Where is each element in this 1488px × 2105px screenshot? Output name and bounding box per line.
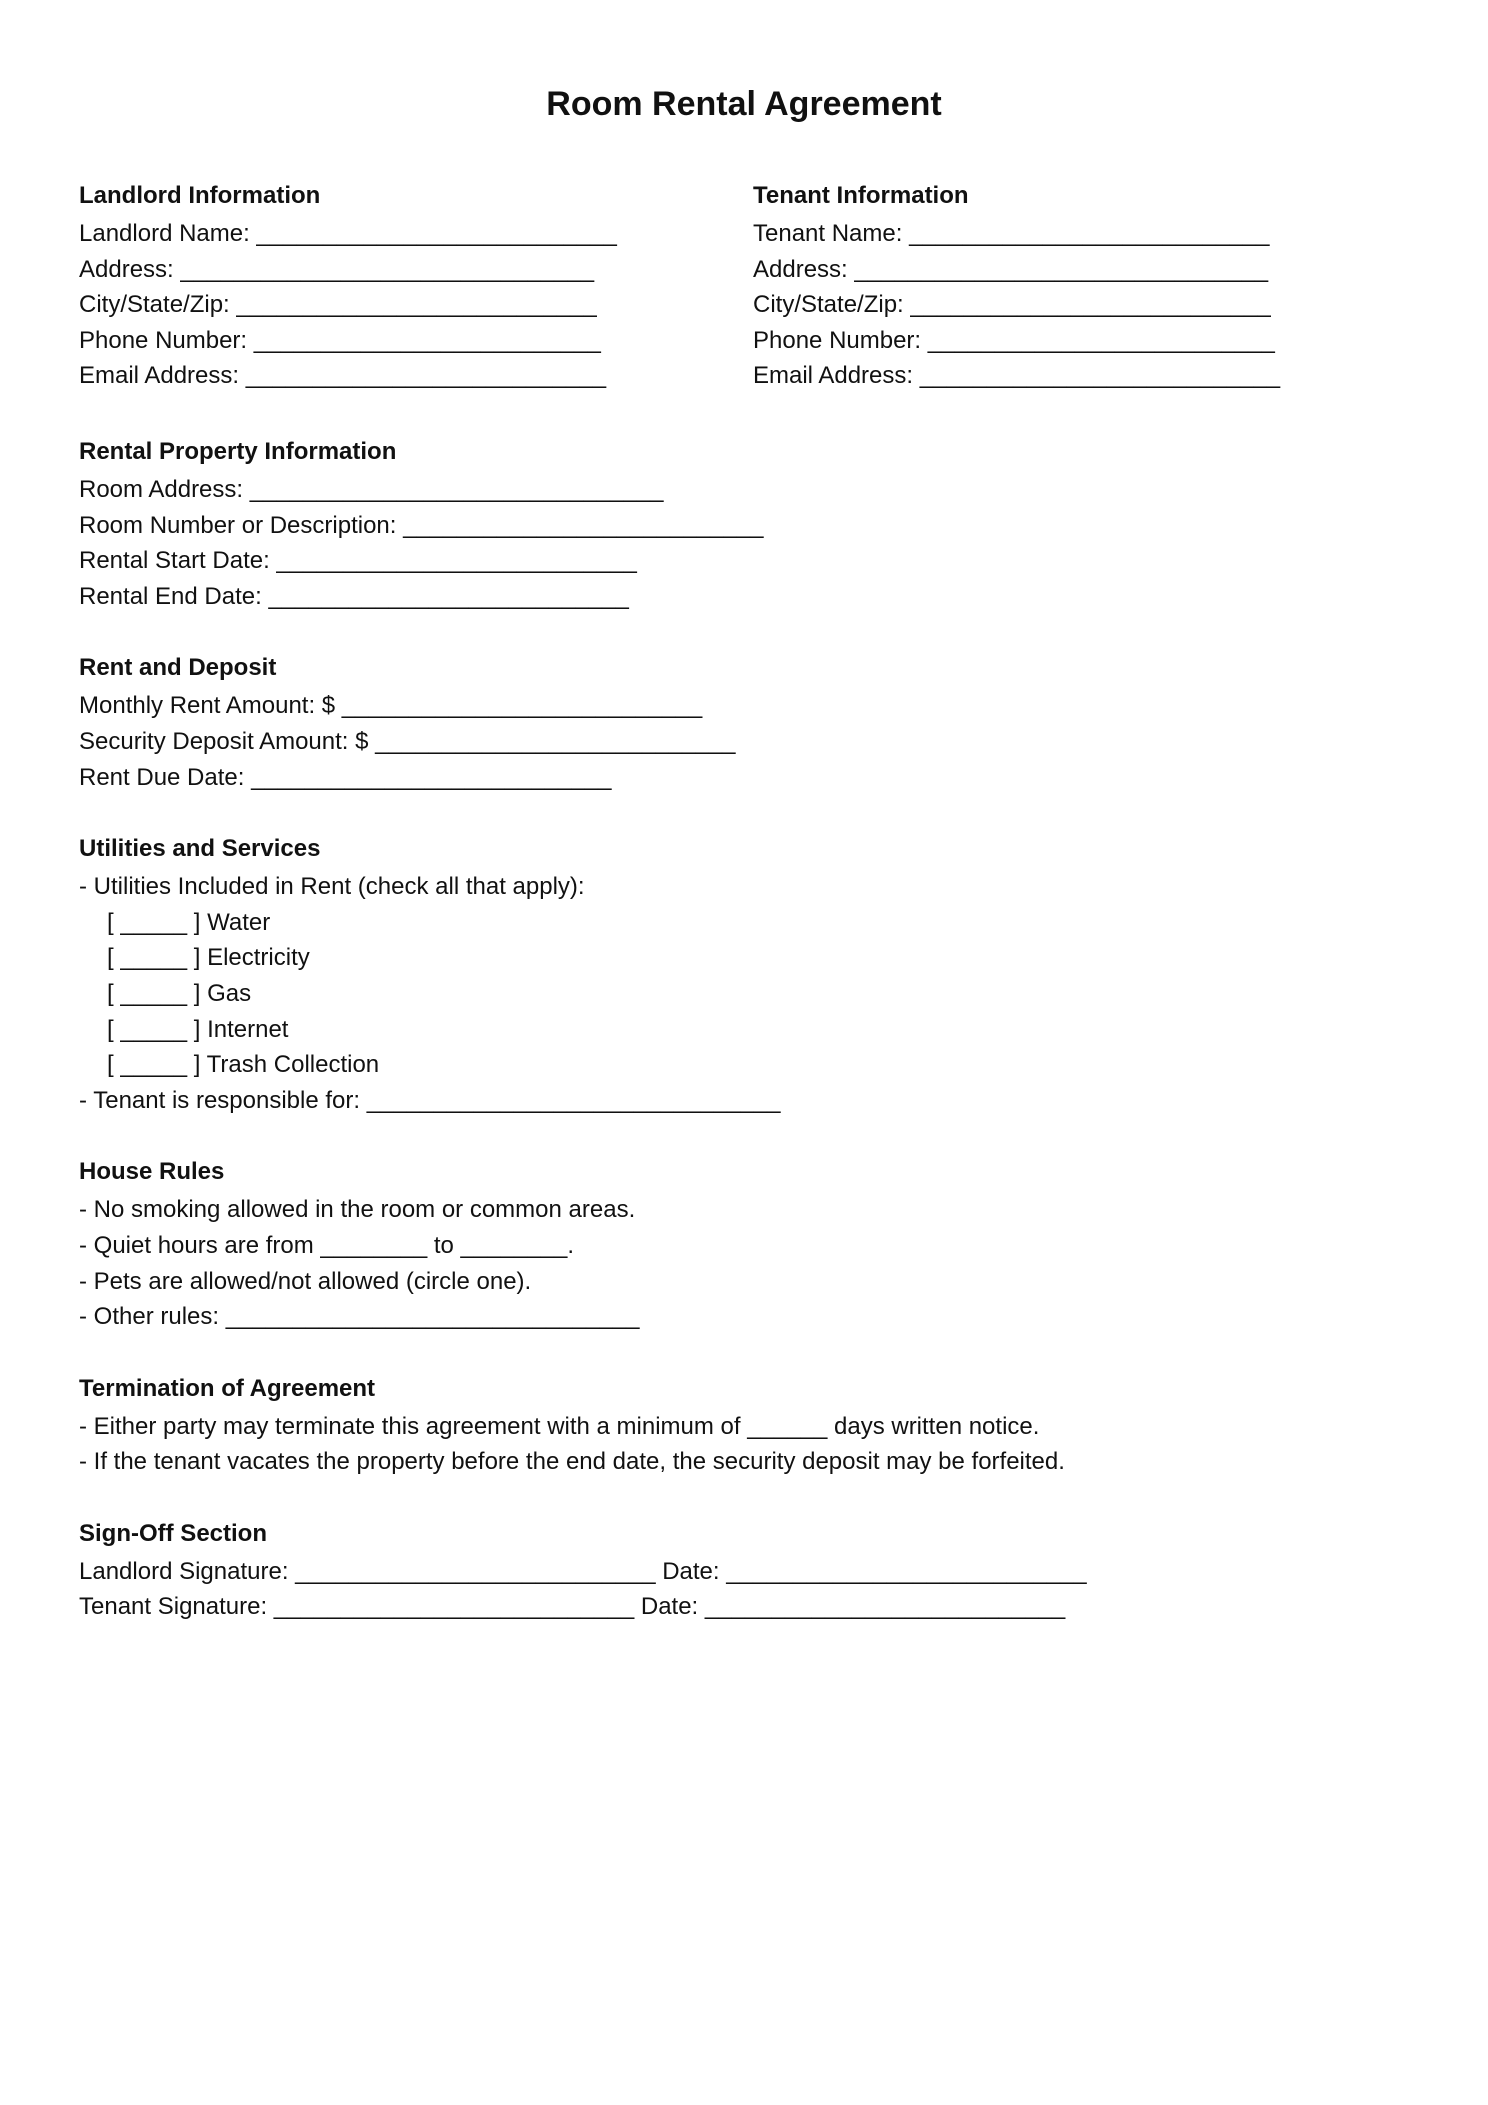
monthly-rent-field[interactable]: Monthly Rent Amount: $ ___________________________ — [79, 692, 703, 720]
rent-deposit-section — [79, 652, 1409, 795]
quiet-hours-field[interactable]: - Quiet hours are from ________ to ________. — [79, 1231, 574, 1259]
utility-checkbox-electricity[interactable]: [ _____ ] Electricity — [107, 944, 310, 972]
rental-property-section — [79, 436, 1409, 614]
tenant-city-state-zip-field[interactable]: City/State/Zip: ___________________________ — [753, 291, 1271, 319]
no-smoking-rule: - No smoking allowed in the room or common areas. — [79, 1196, 636, 1224]
utility-checkbox-internet[interactable]: [ _____ ] Internet — [107, 1015, 289, 1043]
rent-due-date-field[interactable]: Rent Due Date: ___________________________ — [79, 763, 612, 791]
landlord-information-heading: Landlord Information — [79, 182, 321, 209]
tenant-information-heading: Tenant Information — [753, 182, 969, 209]
landlord-email-field[interactable]: Email Address: ___________________________ — [79, 362, 607, 390]
rental-end-date-field[interactable]: Rental End Date: ___________________________ — [79, 582, 629, 610]
landlord-name-field[interactable]: Landlord Name: ___________________________ — [79, 220, 617, 247]
forfeit-clause: - If the tenant vacates the property before the end date, the security deposit may be forfeited. — [79, 1448, 1065, 1476]
utility-checkbox-water[interactable]: [ _____ ] Water — [107, 908, 271, 936]
rent-deposit-heading: Rent and Deposit — [79, 654, 277, 682]
signoff-heading: Sign-Off Section — [79, 1519, 267, 1547]
pets-rule[interactable]: - Pets are allowed/not allowed (circle one). — [79, 1267, 532, 1295]
landlord-signature-field[interactable]: Landlord Signature: ___________________________ Date: ___________________________ — [79, 1557, 1087, 1585]
termination-heading: Termination of Agreement — [79, 1374, 376, 1402]
rental-start-date-field[interactable]: Rental Start Date: ___________________________ — [79, 547, 637, 575]
rental-property-heading: Rental Property Information — [79, 438, 397, 465]
tenant-responsible-field[interactable]: - Tenant is responsible for: _______________________________ — [79, 1086, 781, 1114]
room-description-field[interactable]: Room Number or Description: ___________________________ — [79, 511, 764, 539]
termination-section — [79, 1373, 1409, 1480]
landlord-phone-field[interactable]: Phone Number: __________________________ — [79, 326, 601, 354]
house-rules-section — [79, 1156, 1409, 1334]
notice-days-field[interactable]: - Either party may terminate this agreement with a minimum of ______ days written notice. — [79, 1412, 1040, 1440]
utilities-heading: Utilities and Services — [79, 835, 321, 863]
tenant-signature-field[interactable]: Tenant Signature: ___________________________ Date: ___________________________ — [79, 1593, 1066, 1621]
tenant-phone-field[interactable]: Phone Number: __________________________ — [753, 326, 1275, 354]
tenant-address-field[interactable]: Address: _______________________________ — [753, 255, 1269, 283]
main-content — [79, 436, 1409, 1663]
other-rules-field[interactable]: - Other rules: _______________________________ — [79, 1303, 640, 1331]
tenant-email-field[interactable]: Email Address: ___________________________ — [753, 362, 1281, 390]
document-title: Room Rental Agreement — [546, 85, 942, 123]
tenant-name-field[interactable]: Tenant Name: ___________________________ — [753, 220, 1270, 247]
utility-checkbox-gas[interactable]: [ _____ ] Gas — [107, 979, 252, 1007]
utility-checkbox-trash[interactable]: [ _____ ] Trash Collection — [107, 1051, 380, 1079]
landlord-address-field[interactable]: Address: _______________________________ — [79, 255, 595, 283]
utilities-intro: - Utilities Included in Rent (check all that apply): — [79, 873, 585, 901]
tenant-information-section — [753, 180, 1393, 394]
landlord-information-section — [79, 180, 719, 394]
room-address-field[interactable]: Room Address: _______________________________ — [79, 476, 664, 503]
security-deposit-field[interactable]: Security Deposit Amount: $ ___________________________ — [79, 727, 736, 755]
landlord-city-state-zip-field[interactable]: City/State/Zip: ___________________________ — [79, 291, 597, 319]
signoff-section — [79, 1518, 1409, 1625]
utilities-section — [79, 833, 1409, 1118]
house-rules-heading: House Rules — [79, 1158, 225, 1186]
